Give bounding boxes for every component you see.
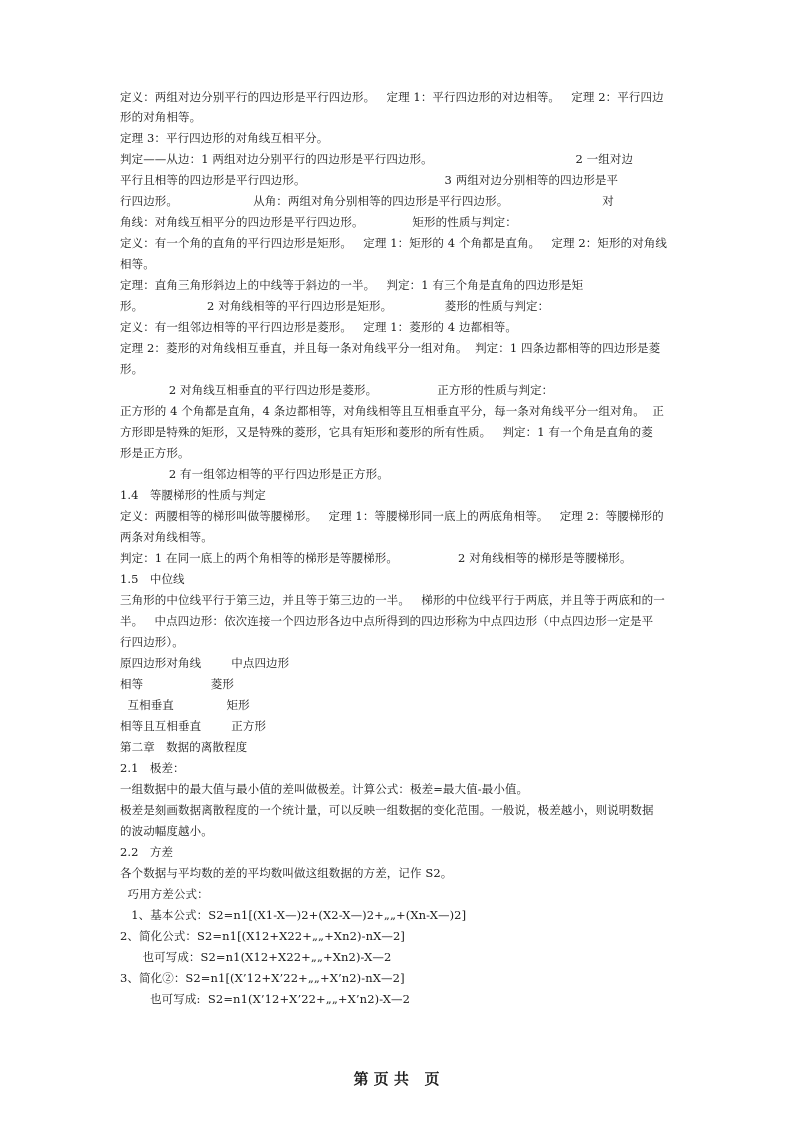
text-line: 一组数据中的最大值与最小值的差叫做极差。计算公式：极差=最大值-最小值。 <box>120 782 529 796</box>
table-row: 相等且互相垂直 正方形 <box>120 719 267 733</box>
text-line: 定义：有一组邻边相等的平行四边形是菱形。 定理 1：菱形的 4 边都相等。 <box>120 320 517 334</box>
text-line: 巧用方差公式： <box>120 887 209 901</box>
formula-line: 也可写成: S2=n1(X’12+X’22+„„+X’n2)-X—2 <box>120 992 411 1006</box>
text-line: 三角形的中位线平行于第三边，并且等于第三边的一半。 梯形的中位线平行于两底，并且等于两底和的一 <box>120 593 665 607</box>
text-line: 定理 3：平行四边形的对角线互相平分。 <box>120 131 329 145</box>
text-line: 定义：两组对边分别平行的四边形是平行四边形。 定理 1：平行四边形的对边相等。 定理 2：平行四边 <box>120 90 664 104</box>
table-row: 相等 菱形 <box>120 677 234 691</box>
text-line: 形。 <box>120 362 144 376</box>
table-row: 互相垂直 矩形 <box>120 698 250 712</box>
section-heading: 2.2 方差 <box>120 845 174 859</box>
text-line: 判定——从边：1 两组对边分别平行的四边形是平行四边形。 2 一组对边 <box>120 152 634 166</box>
text-line: 形的对角相等。 <box>120 110 202 124</box>
text-line: 的波动幅度越小。 <box>120 824 213 838</box>
text-line: 形是正方形。 <box>120 446 190 460</box>
text-line: 行四边形）。 <box>120 635 184 649</box>
text-line: 两条对角线相等。 <box>120 530 213 544</box>
section-heading: 1.5 中位线 <box>120 572 185 586</box>
text-line: 平行且相等的四边形是平行四边形。 3 两组对边分别相等的四边形是平 <box>120 173 619 187</box>
section-heading: 2.1 极差： <box>120 761 185 775</box>
formula-line: 2、简化公式：S2=n1[(X12+X22+„„+Xn2)-nX—2] <box>120 929 405 943</box>
table-row: 原四边形对角线 中点四边形 <box>120 656 290 670</box>
text-line: 定义：两腰相等的梯形叫做等腰梯形。 定理 1：等腰梯形同一底上的两底角相等。 定理 2：等腰梯形的 <box>120 509 664 523</box>
text-line: 方形即是特殊的矩形，又是特殊的菱形，它具有矩形和菱形的所有性质。 判定：1 有一个角是直角的菱 <box>120 425 653 439</box>
text-line: 角线：对角线互相平分的四边形是平行四边形。 矩形的性质与判定： <box>120 215 517 229</box>
page-footer: 第 页 共 页 <box>353 1070 440 1088</box>
text-line: 极差是刻画数据离散程度的一个统计量，可以反映一组数据的变化范围。一般说，极差越小，则说明数据 <box>120 803 654 817</box>
text-line: 2 有一组邻边相等的平行四边形是正方形。 <box>120 467 389 481</box>
formula-line: 1、基本公式：S2=n1[(X1-X—)2+(X2-X—)2+„„+(Xn-X—)2] <box>120 908 467 922</box>
text-line: 定理 2：菱形的对角线相互垂直，并且每一条对角线平分一组对角。 判定：1 四条边都相等的四边形是菱 <box>120 341 661 355</box>
section-heading: 1.4 等腰梯形的性质与判定 <box>120 488 266 502</box>
text-line: 形。 2 对角线相等的平行四边形是矩形。 菱形的性质与判定： <box>120 299 550 313</box>
formula-line: 3、简化②：S2=n1[(X’12+X’22+„„+X’n2)-nX—2] <box>120 971 405 985</box>
formula-line: 也可写成：S2=n1(X12+X22+„„+Xn2)-X—2 <box>120 950 392 964</box>
text-line: 半。 中点四边形：依次连接一个四边形各边中点所得到的四边形称为中点四边形（中点四边形一定是平 <box>120 614 654 628</box>
text-line: 各个数据与平均数的差的平均数叫做这组数据的方差，记作 S2。 <box>120 866 453 880</box>
text-line: 相等。 <box>120 257 155 271</box>
text-line: 正方形的 4 个角都是直角，4 条边都相等，对角线相等且互相垂直平分，每一条对角线平分一组对角。 正 <box>120 404 665 418</box>
text-line: 判定：1 在同一底上的两个角相等的梯形是等腰梯形。 2 对角线相等的梯形是等腰梯形。 <box>120 551 632 565</box>
text-line: 定理：直角三角形斜边上的中线等于斜边的一半。 判定：1 有三个角是直角的四边形是矩 <box>120 278 584 292</box>
text-line: 2 对角线互相垂直的平行四边形是菱形。 正方形的性质与判定： <box>120 383 554 397</box>
text-line: 行四边形。 从角：两组对角分别相等的四边形是平行四边形。 对 <box>120 194 614 208</box>
chapter-heading: 第二章 数据的离散程度 <box>120 740 248 754</box>
text-line: 定义：有一个角的直角的平行四边形是矩形。 定理 1：矩形的 4 个角都是直角。 定理 2：矩形的对角线 <box>120 236 667 250</box>
